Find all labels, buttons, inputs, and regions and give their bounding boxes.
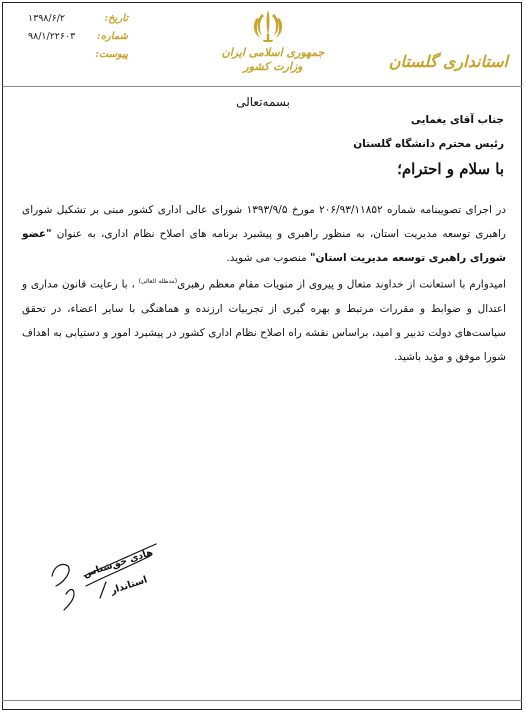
paragraph-1-text-a: در اجرای تصویبنامه شماره ۲۰۶/۹۳/۱۱۸۵۲ مورخ ۱۳۹۳/۹/۵ شورای عالی اداری کشور مبنی بر تشکیل شورای راهبری توسعه مدیریت استان، به منظور راهبری و پیشبرد برنامه های اصلاح نظام اداری، به عنوان xyxy=(22,204,507,240)
emblem-line1: جمهوری اسلامی ایران xyxy=(221,46,325,59)
signatory-name: هادی حق‌شناس xyxy=(81,547,154,580)
letter-meta xyxy=(28,10,128,64)
number-row xyxy=(28,28,128,46)
paragraph-2 xyxy=(22,270,506,369)
header-divider xyxy=(2,86,522,87)
letter-body xyxy=(22,198,506,369)
handwritten-signature-icon xyxy=(46,536,176,626)
date-value: ۱۳۹۸/۶/۲ xyxy=(28,13,66,24)
emblem-line2: وزارت کشور xyxy=(243,60,303,73)
iran-emblem-icon xyxy=(248,6,288,46)
recipient-name: جناب آقای یغمایی xyxy=(410,114,504,126)
attachment-label: پیوست: xyxy=(95,49,128,60)
paragraph-1-bold: "عضو شورای راهبری توسعه مدیریت استان" xyxy=(22,228,506,264)
recipient-title: رئیس محترم دانشگاه گلستان xyxy=(353,138,504,150)
greeting: با سلام و احترام؛ xyxy=(397,160,504,178)
emblem-title xyxy=(198,46,348,74)
date-row xyxy=(28,10,128,28)
paragraph-1-text-b: منصوب می شوید. xyxy=(226,252,310,264)
signature-block xyxy=(46,536,176,626)
number-label: شماره: xyxy=(97,31,128,42)
paragraph-1 xyxy=(22,198,506,270)
bismillah: بسمه‌تعالی xyxy=(236,95,290,109)
paragraph-2-text-a: امیدوارم با استعانت از خداوند متعال و پیروی از منویات مقام معظم رهبری xyxy=(177,278,506,291)
date-label: تاریخ: xyxy=(104,13,128,24)
signatory-title: استاندار xyxy=(109,574,149,597)
paragraph-2-honorific: (مدظله العالی) xyxy=(138,278,178,285)
number-value: ۹۸/۱/۲۲۶۰۳ xyxy=(28,31,76,42)
footer-divider xyxy=(2,700,522,701)
paragraph-2-text-b: ، با رعایت قانون مداری و اعتدال و ضوابط و مقررات مرتبط و بهره گیری از تجربیات ارزنده و هماهنگی با سایر اعضاء، در تحقق سیاست‌های دولت تدبیر و امید، براساس نقشه راه اصلاح نظام اداری کشور در پیشبرد امور و دستیابی به اهداف شورا موفق و مؤید باشید. xyxy=(22,278,506,363)
province-title: استانداری گلستان xyxy=(388,52,508,71)
attachment-row xyxy=(28,46,128,64)
